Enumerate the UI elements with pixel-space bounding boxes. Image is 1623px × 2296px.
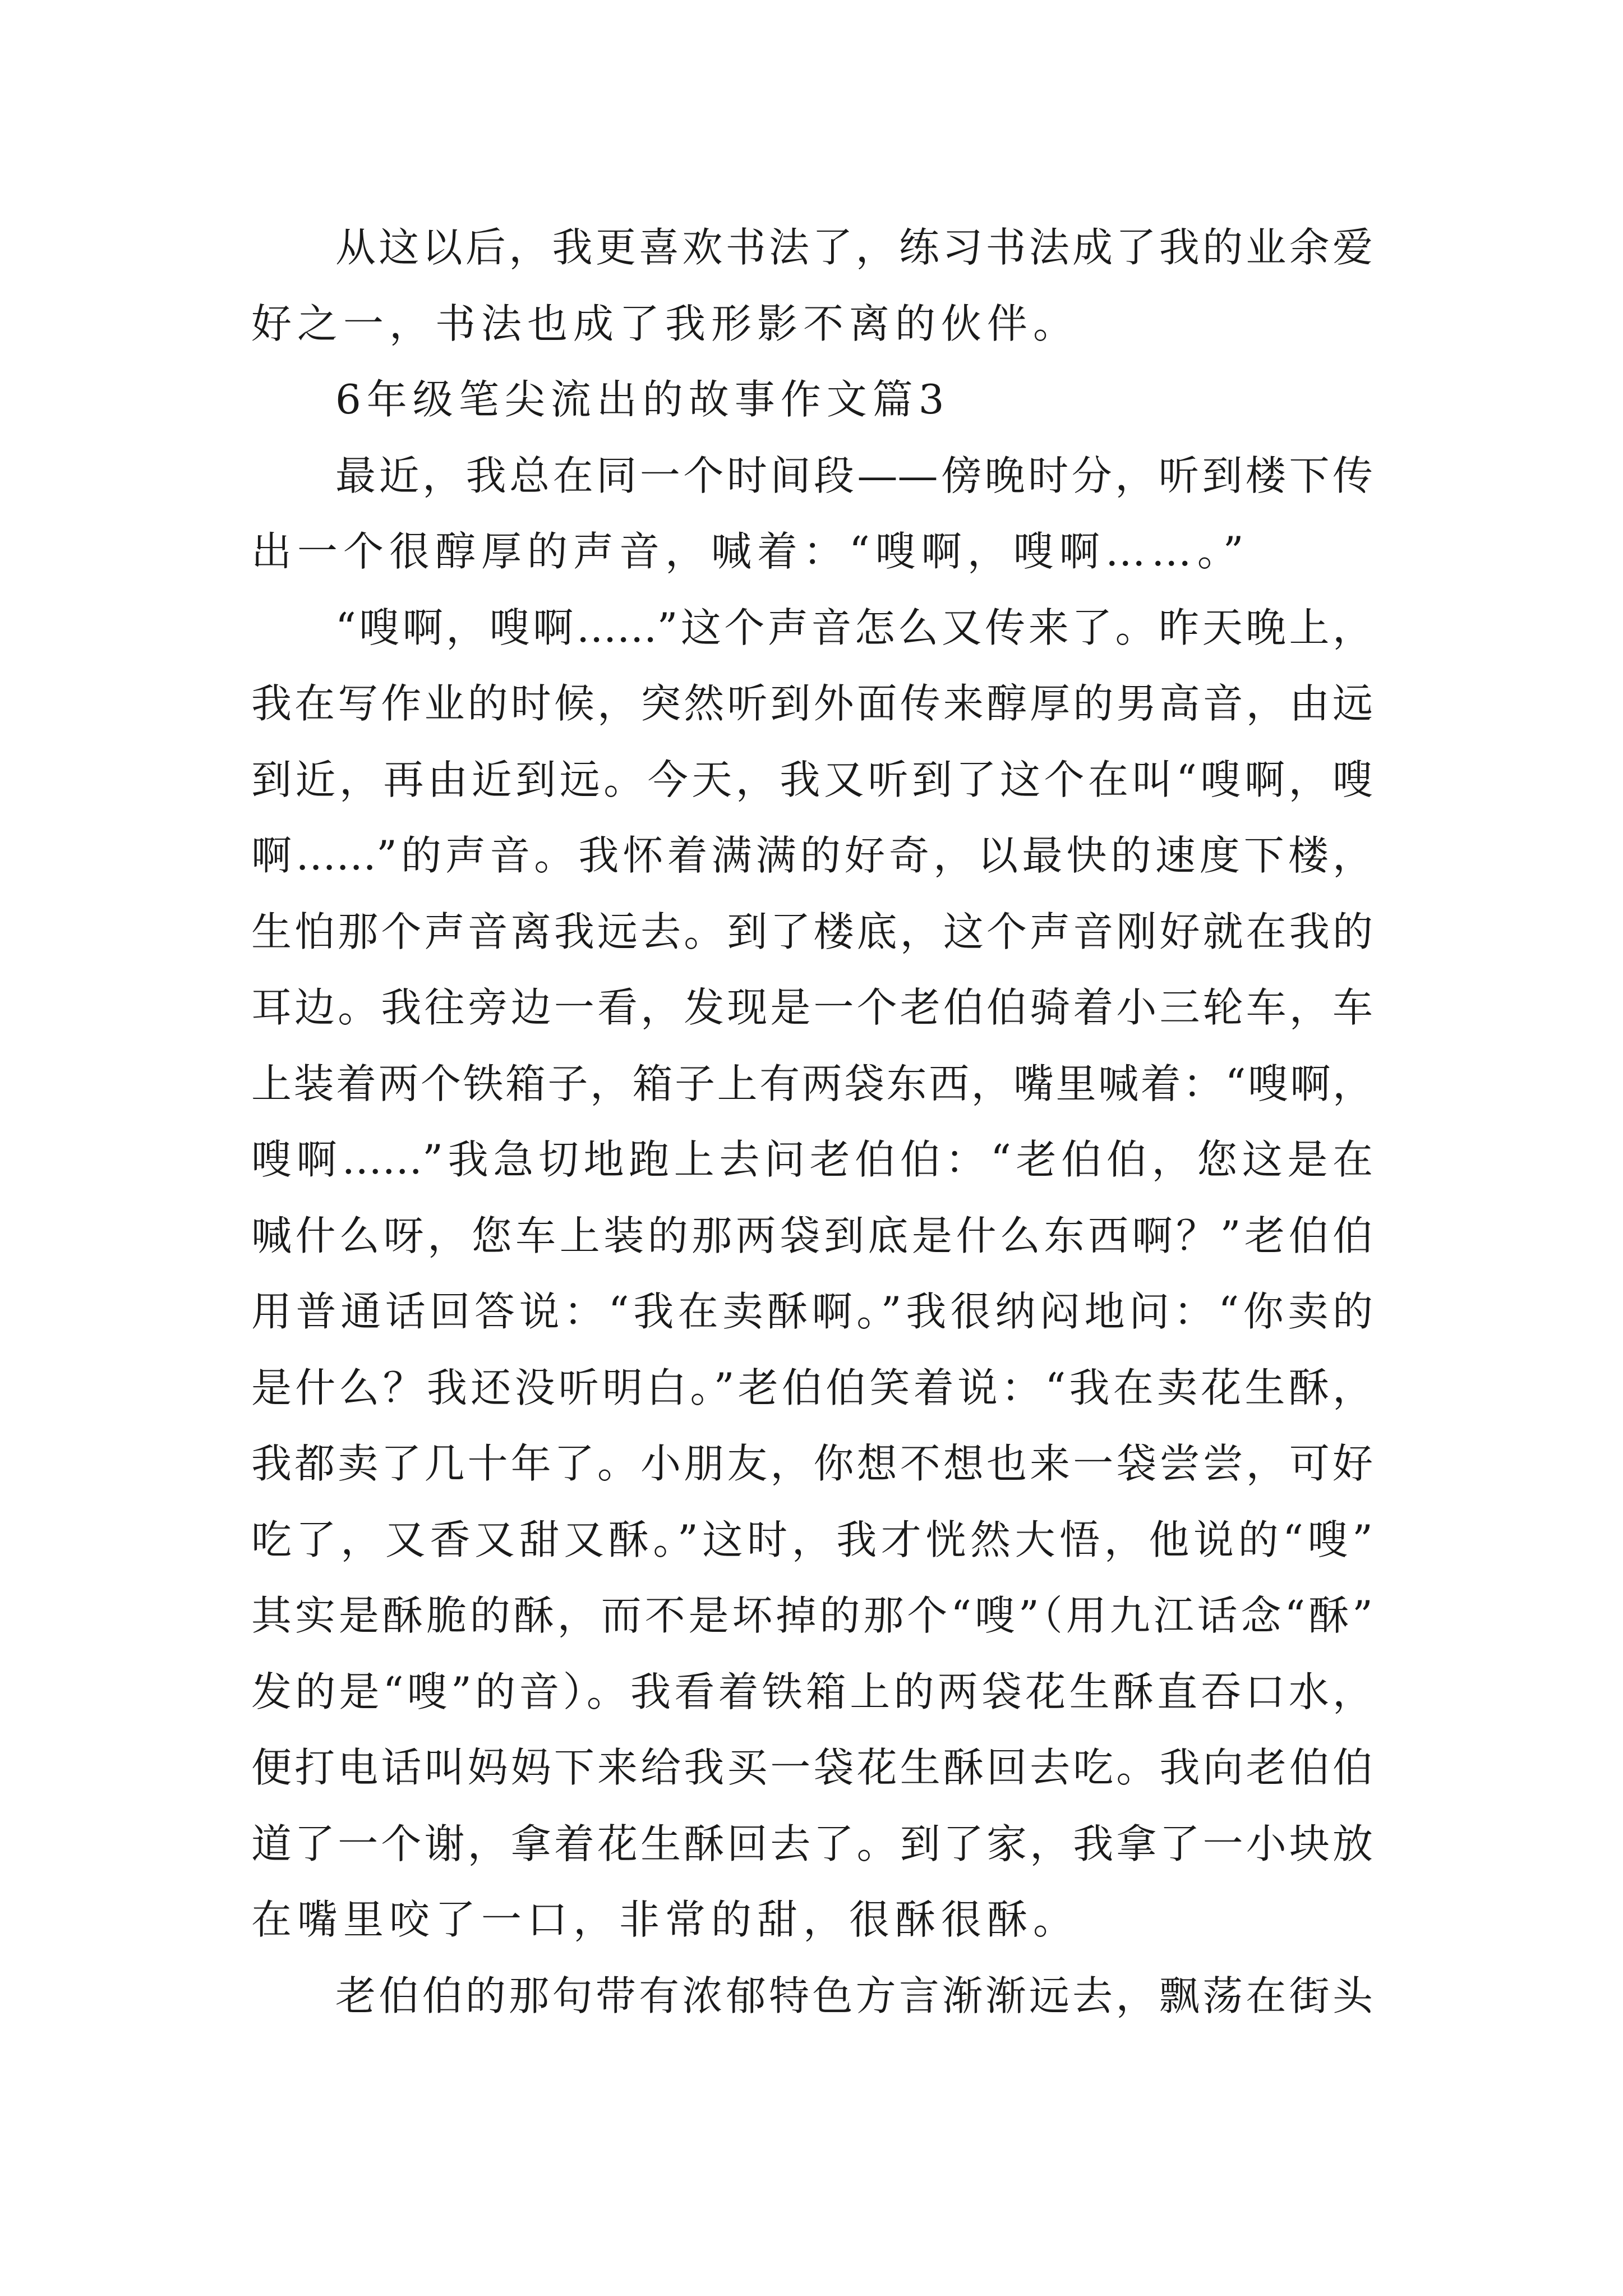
text-line: 我都卖了几十年了。小朋友，你想不想也来一袋尝尝，可好 <box>251 1440 1373 1487</box>
text-line: 好之一，书法也成了我形影不离的伙伴。 <box>251 300 1080 347</box>
section-heading <box>251 362 1373 438</box>
text-line: 在嘴里咬了一口，非常的甜，很酥很酥。 <box>251 1896 1080 1943</box>
text-line: 上装着两个铁箱子，箱子上有两袋东西，嘴里喊着：“嗖啊， <box>251 1060 1373 1107</box>
text-line: 最近，我总在同一个时间段——傍晚时分，听到楼下传 <box>335 452 1373 499</box>
text-line: 吃了，又香又甜又酥。”这时，我才恍然大悟，他说的“嗖” <box>251 1516 1373 1563</box>
text-line: 我在写作业的时候，突然听到外面传来醇厚的男高音，由远 <box>251 680 1373 727</box>
text-line: 到近，再由近到远。今天，我又听到了这个在叫“嗖啊，嗖 <box>251 756 1373 803</box>
text-line: 喊什么呀，您车上装的那两袋到底是什么东西啊？”老伯伯 <box>251 1212 1373 1259</box>
paragraph-2 <box>251 438 1373 590</box>
text-line: 道了一个谢，拿着花生酥回去了。到了家，我拿了一小块放 <box>251 1820 1373 1867</box>
paragraph-3 <box>251 590 1373 1958</box>
text-line: 嗖啊……”我急切地跑上去问老伯伯：“老伯伯，您这是在 <box>251 1136 1373 1183</box>
text-line: 从这以后，我更喜欢书法了，练习书法成了我的业余爱 <box>335 224 1373 271</box>
text-line: 出一个很醇厚的声音，喊着：“嗖啊，嗖啊……。” <box>251 528 1249 575</box>
text-line: 啊……”的声音。我怀着满满的好奇，以最快的速度下楼， <box>251 832 1373 879</box>
text-line: 其实是酥脆的酥，而不是坏掉的那个“嗖”（用九江话念“酥” <box>251 1592 1373 1639</box>
heading-text: 6年级笔尖流出的故事作文篇3 <box>335 376 950 423</box>
text-line: 用普通话回答说：“我在卖酥啊。”我很纳闷地问：“你卖的 <box>251 1288 1373 1335</box>
text-line: 老伯伯的那句带有浓郁特色方言渐渐远去，飘荡在街头 <box>335 1972 1373 2019</box>
text-line: “嗖啊，嗖啊……”这个声音怎么又传来了。昨天晚上， <box>335 604 1373 651</box>
text-line: 耳边。我往旁边一看，发现是一个老伯伯骑着小三轮车，车 <box>251 984 1373 1031</box>
document-body <box>251 210 1373 2034</box>
text-line: 便打电话叫妈妈下来给我买一袋花生酥回去吃。我向老伯伯 <box>251 1744 1373 1791</box>
text-line: 生怕那个声音离我远去。到了楼底，这个声音刚好就在我的 <box>251 908 1373 955</box>
text-line: 发的是“嗖”的音）。我看着铁箱上的两袋花生酥直吞口水， <box>251 1668 1373 1715</box>
paragraph-4 <box>251 1958 1373 2035</box>
text-line: 是什么？我还没听明白。”老伯伯笑着说：“我在卖花生酥， <box>251 1364 1373 1411</box>
paragraph-1 <box>251 210 1373 362</box>
